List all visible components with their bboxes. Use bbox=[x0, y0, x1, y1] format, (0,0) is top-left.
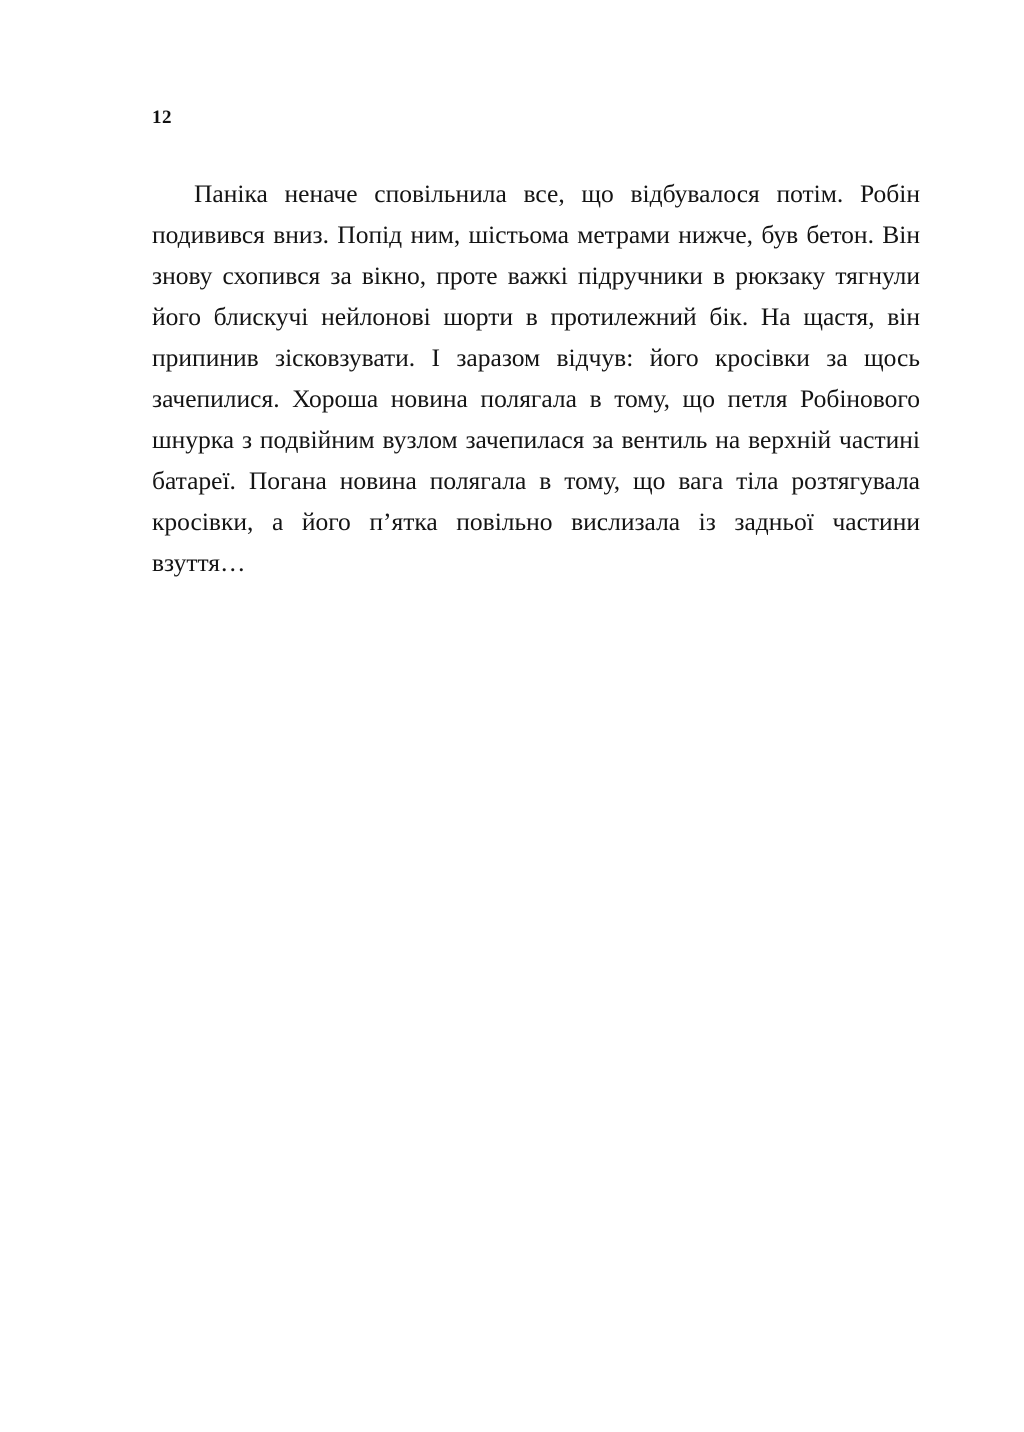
body-paragraph: Паніка неначе сповільнила все, що відбувалося потім. Робін подивився вниз. Попід ним, шістьома метрами нижче, був бетон. Він знову схопився за вікно, проте важкі підручники в рюкзаку тягнули його блискучі нейлонові шорти в протилежний бік. На щастя, він припинив зісковзувати. І заразом відчув: його кросівки за щось зачепилися. Хороша новина полягала в тому, що петля Робінового шнурка з подвійним вузлом зачепилася за вентиль на верхній частині батареї. Погана новина полягала в тому, що вага тіла розтягувала кросівки, а його п’ятка повільно вислизала із задньої частини взуття… bbox=[152, 179, 920, 577]
page-number: 12 bbox=[152, 107, 172, 128]
page-text-block bbox=[152, 108, 920, 583]
